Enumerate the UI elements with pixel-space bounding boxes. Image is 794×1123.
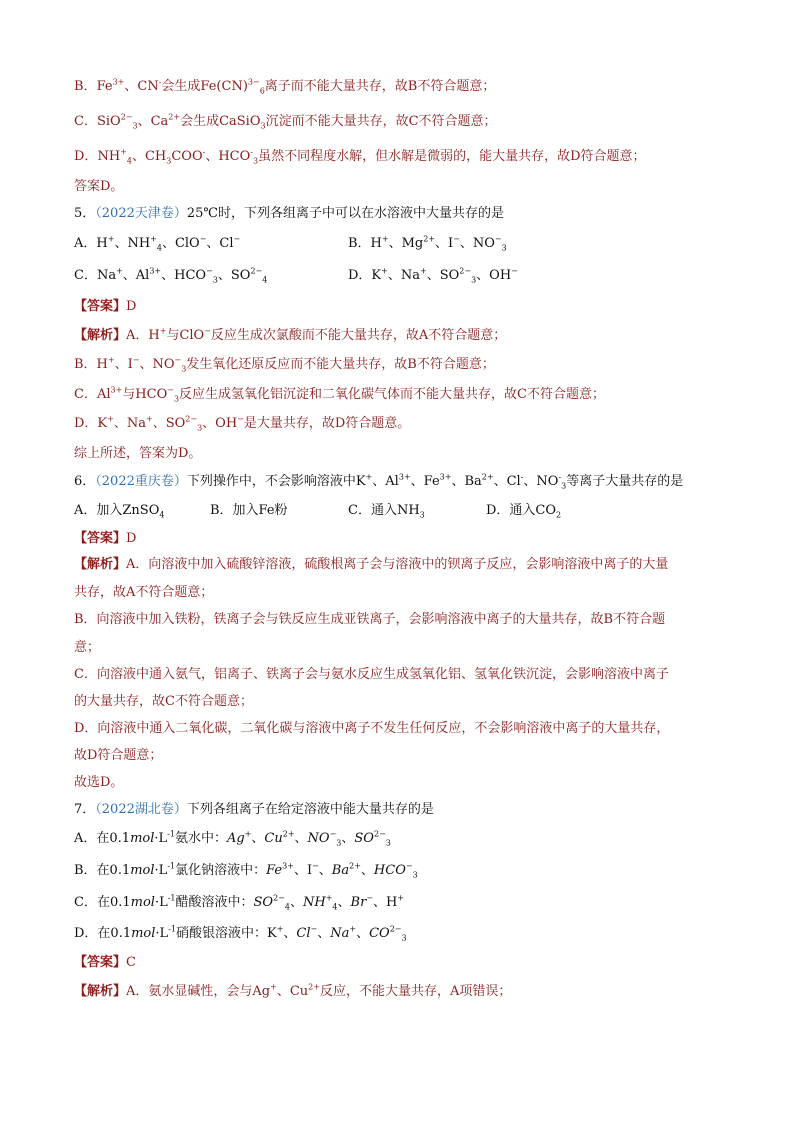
q6-summary: 故选D。 xyxy=(74,775,124,790)
q6-explain-c2: 的大量共存，故C不符合题意； xyxy=(74,694,253,709)
q6-source: （2022重庆卷） xyxy=(95,474,187,489)
q6-explain-b1: B．向溶液中加入铁粉，铁离子会与铁反应生成亚铁离子，会影响溶液中离子的大量共存，故B不符合题 xyxy=(74,612,666,627)
q5-option-b: B．H+、$Mg^{2+}$、I−、$NO^-_3$ xyxy=(348,234,507,253)
q6-explain-a1: 【解析】A．向溶液中加入硫酸锌溶液，硫酸根离子会与溶液中的钡离子反应，会影响溶液中离子的大量 xyxy=(74,557,669,572)
q6-explain-a2: 共存，故A不符合题意； xyxy=(74,585,214,600)
q7-option-a: A．在$0.1mol\cdot L^{-1}$氨水中：Ag+、$Cu^{2+}$、$NO^-_3$、$SO^{2-}_3$ xyxy=(74,829,391,848)
q5-explain-b: B．H+、I−、$NO^-_3$发生氧化还原反应而不能大量共存，故B不符合题意； xyxy=(74,355,495,374)
q5-option-a: A．H+、$NH^+_4$、ClO−、Cl− xyxy=(74,234,241,253)
q6-option-c: C．通入$NH_3$ xyxy=(348,503,425,520)
q5-explain-d: D．K+、Na+、$SO^{2-}_3$、OH−是大量共存，故D符合题意。 xyxy=(74,414,411,433)
q7-option-d: D．在$0.1mol\cdot L^{-1}$硝酸银溶液中：K+、Cl−、Na+、$CO^{2-}_3$ xyxy=(74,924,407,943)
q5-explain-a: 【解析】A．H+与ClO−反应生成次氯酸而不能大量共存，故A不符合题意； xyxy=(74,326,507,343)
q6-option-d: D．通入$CO_2$ xyxy=(486,503,562,520)
q5-summary: 综上所述，答案为D。 xyxy=(74,446,202,461)
q5-option-d: D．K+、Na+、$SO^{2-}_3$、OH− xyxy=(348,266,518,285)
q7-option-b: B．在$0.1mol\cdot L^{-1}$氯化钠溶液中：$Fe^{3+}$、I−、$Ba^{2+}$、$HCO^-_3$ xyxy=(74,861,418,880)
q7-option-c: C．在$0.1mol\cdot L^{-1}$醋酸溶液中：$SO^{2-}_4$、$NH^+_4$、Br−、H+ xyxy=(74,893,405,912)
q6-option-b: B．加入Fe粉 xyxy=(210,503,288,518)
q6-option-a: A．加入ZnSO$_4$ xyxy=(74,503,165,520)
q7-source: （2022湖北卷） xyxy=(95,802,187,817)
q7-explain-a: 【解析】A．氨水显碱性，会与Ag+、$Cu^{2+}$反应，不能大量共存，A项错误； xyxy=(74,982,512,999)
q5-answer: 【答案】D xyxy=(74,299,137,314)
q7-answer: 【答案】C xyxy=(74,955,136,970)
q6-answer: 【答案】D xyxy=(74,531,137,546)
q6-explain-d2: 故D符合题意； xyxy=(74,748,163,763)
q5-stem: 5．（2022天津卷）25℃时，下列各组离子中可以在水溶液中大量共存的是 xyxy=(74,206,504,221)
prev-option-c: C．SiO$^{2-}_3$、$Ca^{2+}$会生成CaSiO$_3$沉淀而不能大量共存，故C不符合题意； xyxy=(74,112,497,131)
q6-explain-b2: 意； xyxy=(74,640,101,655)
q5-option-c: C．Na+、$Al^{3+}$、$HCO^-_3$、$SO^{2-}_4$ xyxy=(74,266,268,285)
prev-answer: 答案D。 xyxy=(74,179,124,194)
q5-explain-c: C．$Al^{3+}$与$HCO^-_3$反应生成氢氧化铝沉淀和二氧化碳气体而不能大量共存，故C不符合题意； xyxy=(74,385,605,404)
q6-explain-d1: D．向溶液中通入二氧化碳，二氧化碳与溶液中离子不发生任何反应，不会影响溶液中离子的大量共存， xyxy=(74,721,670,736)
prev-option-b: B．$Fe^{3+}$、CN-会生成Fe(CN)$^{3-}_6$离子而不能大量共存，故B不符合题意； xyxy=(74,77,496,96)
q5-source: （2022天津卷） xyxy=(95,206,187,221)
q6-explain-c1: C．向溶液中通入氨气，铝离子、铁离子会与氨水反应生成氢氧化铝、氢氧化铁沉淀，会影响溶液中离子 xyxy=(74,667,669,682)
q7-stem: 7．（2022湖北卷）下列各组离子在给定溶液中能大量共存的是 xyxy=(74,802,434,817)
prev-option-d: D．$NH^+_4$、$CH_3COO^-$、$HCO^-_3$虽然不同程度水解，但水解是微弱的，能大量共存，故D符合题意； xyxy=(74,147,646,166)
q6-stem: 6．（2022重庆卷）下列操作中，不会影响溶液中K+、$Al^{3+}$、$Fe^{3+}$、$Ba^{2+}$、Cl-、$NO^-_3$等离子大量共存的是 xyxy=(74,472,684,491)
